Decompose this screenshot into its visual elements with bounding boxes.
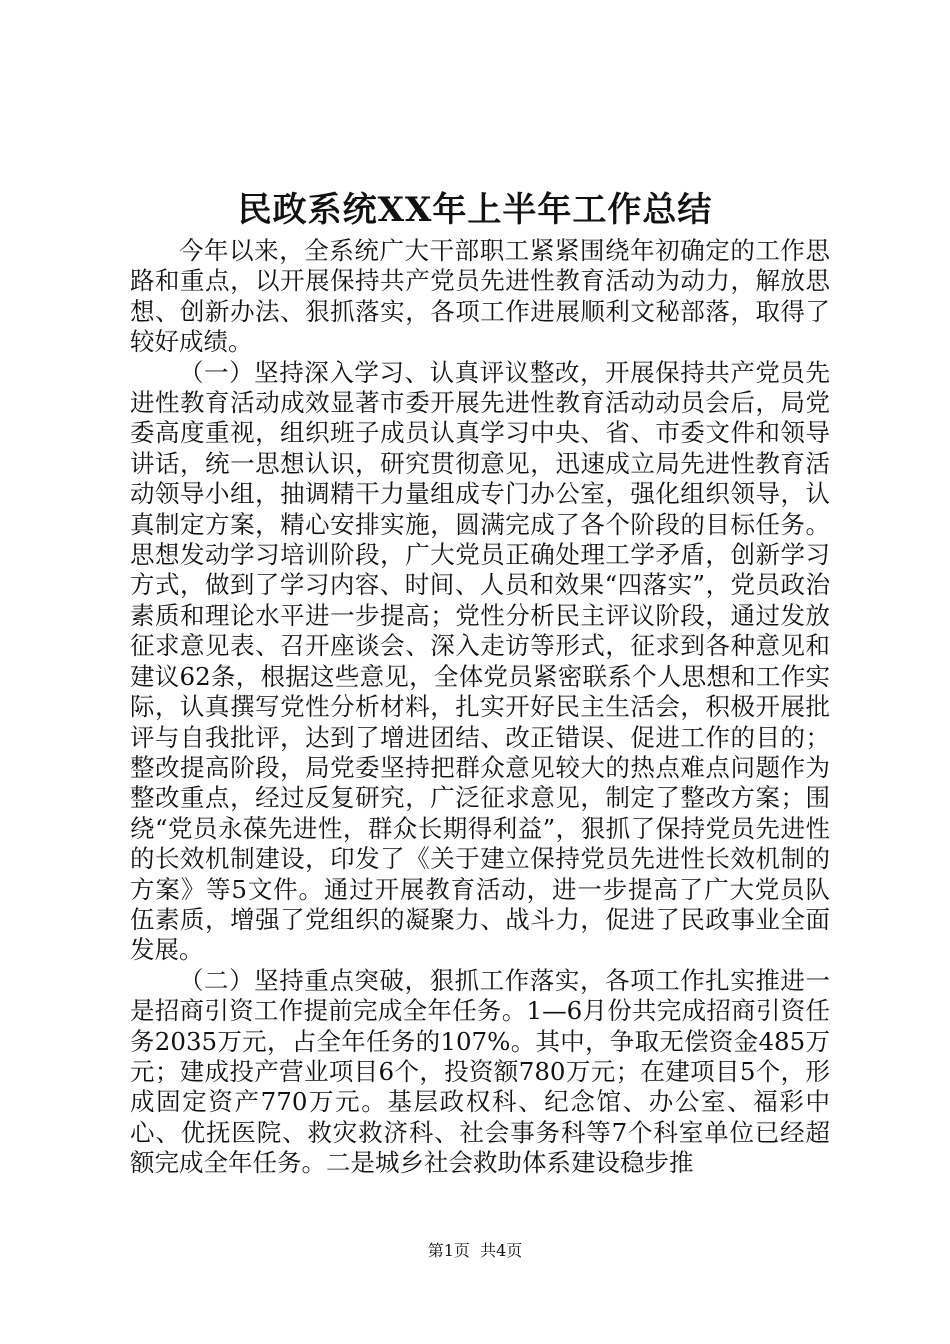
paragraph-intro: 今年以来，全系统广大干部职工紧紧围绕年初确定的工作思路和重点，以开展保持共产党员先进性教育活动为动力，解放思想、创新办法、狠抓落实，各项工作进展顺利文秘部落，取得了较好成绩。	[130, 236, 830, 357]
document-title: 民政系统XX年上半年工作总结	[237, 190, 713, 230]
document-body	[130, 236, 830, 1179]
page-footer	[0, 1240, 950, 1262]
page-total: 共4页	[480, 1241, 523, 1260]
paragraph-section-1: （一）坚持深入学习、认真评议整改，开展保持共产党员先进性教育活动成效显著市委开展先进性教育活动动员会后，局党委高度重视，组织班子成员认真学习中央、省、市委文件和领导讲话，统一思想认识，研究贯彻意见，迅速成立局先进性教育活动领导小组，抽调精干力量组成专门办公室，强化组织领导，认真制定方案，精心安排实施，圆满完成了各个阶段的目标任务。思想发动学习培训阶段，广大党员正确处理工学矛盾，创新学习方式，做到了学习内容、时间、人员和效果“四落实”，党员政治素质和理论水平进一步提高；党性分析民主评议阶段，通过发放征求意见表、召开座谈会、深入走访等形式，征求到各种意见和建议62条，根据这些意见，全体党员紧密联系个人思想和工作实际，认真撰写党性分析材料，扎实开好民主生活会，积极开展批评与自我批评，达到了增进团结、改正错误、促进工作的目的；整改提高阶段，局党委坚持把群众意见较大的热点难点问题作为整改重点，经过反复研究，广泛征求意见，制定了整改方案；围绕“党员永葆先进性，群众长期得利益”，狠抓了保持党员先进性的长效机制建设，印发了《关于建立保持党员先进性长效机制的方案》等5文件。通过开展教育活动，进一步提高了广大党员队伍素质，增强了党组织的凝聚力、战斗力，促进了民政事业全面发展。	[130, 357, 830, 965]
paragraph-section-2: （二）坚持重点突破，狠抓工作落实，各项工作扎实推进一是招商引资工作提前完成全年任务。1—6月份共完成招商引资任务2035万元，占全年任务的107%。其中，争取无偿资金485万元；建成投产营业项目6个，投资额780万元；在建项目5个，形成固定资产770万元。基层政权科、纪念馆、办公室、福彩中心、优抚医院、救灾救济科、社会事务科等7个科室单位已经超额完成全年任务。二是城乡社会救助体系建设稳步推	[130, 965, 830, 1178]
page-number: 第1页	[427, 1241, 470, 1260]
